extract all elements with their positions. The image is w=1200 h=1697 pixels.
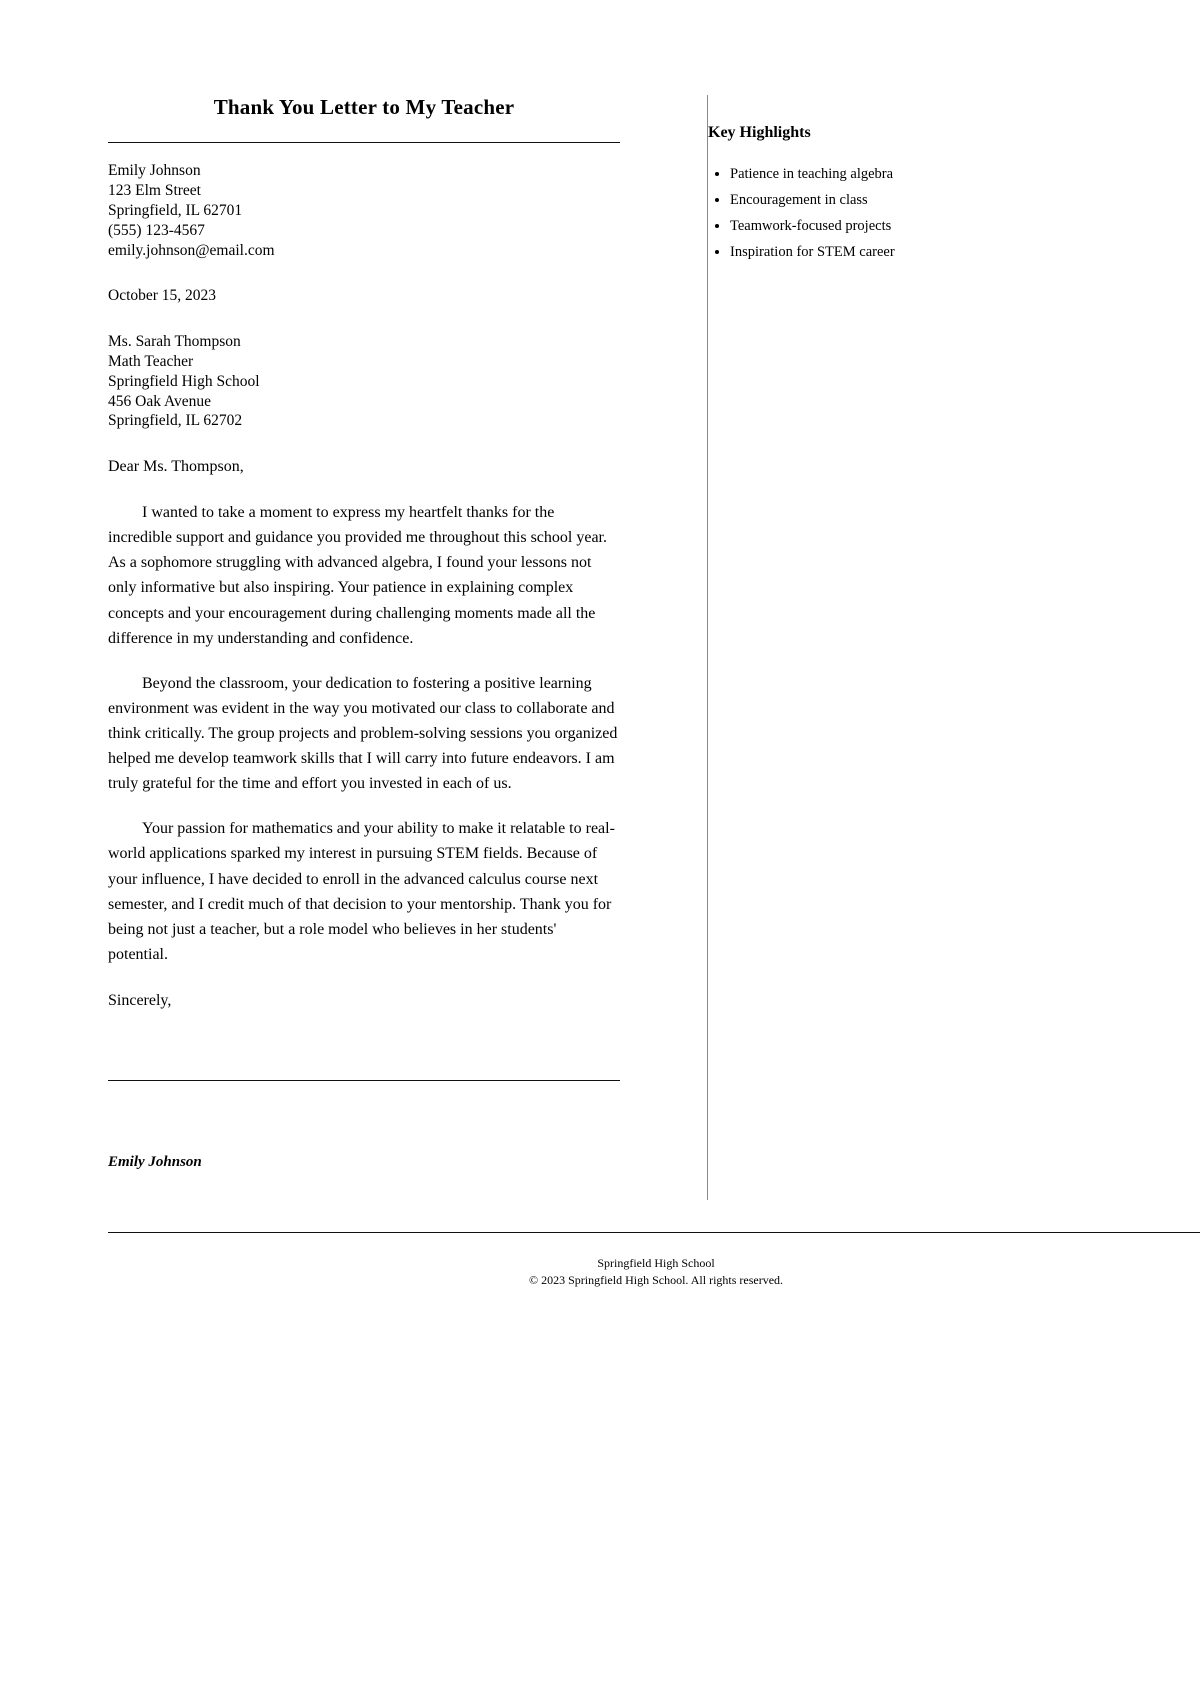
- sender-address-block: [108, 161, 620, 260]
- signature-name: Emily Johnson: [108, 1153, 202, 1170]
- key-highlights-list: [708, 164, 968, 263]
- signature-line-rule: [108, 1080, 620, 1081]
- list-item: • Encouragement in class: [730, 190, 968, 211]
- list-item: • Inspiration for STEM career: [730, 242, 968, 263]
- title-divider-rule: [108, 142, 620, 143]
- sender-name: Emily Johnson: [108, 162, 201, 180]
- footer-organization: Springfield High School: [597, 1256, 715, 1270]
- sidebar-title: Key Highlights: [708, 124, 811, 141]
- two-column-layout: [108, 95, 1008, 1200]
- sender-phone: (555) 123-4567: [108, 221, 205, 239]
- page-title: Thank You Letter to My Teacher: [213, 95, 515, 119]
- body-paragraph-2: Beyond the classroom, your dedication to fostering a positive learning environment was evident in the way you motivated our class to collaborate and think critically. The group projects and problem-solving sessions you organized helped me develop teamwork skills that I will carry into future endeavors. I am truly grateful for the time and effort you invested in each of us.: [108, 674, 618, 793]
- signature-space: [108, 1012, 620, 1080]
- letter-date: October 15, 2023: [108, 287, 217, 305]
- sidebar-column: [708, 95, 968, 268]
- footer-divider-rule: [108, 1232, 1200, 1233]
- salutation: Dear Ms. Thompson,: [108, 458, 244, 476]
- sender-street: 123 Elm Street: [108, 182, 201, 200]
- recipient-city-state-zip: Springfield, IL 62702: [108, 412, 243, 430]
- body-paragraph-3: Your passion for mathematics and your ability to make it relatable to real-world applications sparked my interest in pursuing STEM fields. Because of your influence, I have decided to enroll in the advanced calculus course next semester, and I credit much of that decision to your mentorship. Thank you for being not just a teacher, but a role model who believes in her students' potential.: [108, 820, 615, 963]
- page-footer: [108, 1232, 1200, 1290]
- recipient-name: Ms. Sarah Thompson: [108, 333, 241, 351]
- sender-city-state-zip: Springfield, IL 62701: [108, 201, 243, 219]
- list-item: • Patience in teaching algebra: [730, 164, 968, 185]
- recipient-role: Math Teacher: [108, 352, 194, 370]
- list-item: • Teamwork-focused projects: [730, 216, 968, 237]
- sender-email: emily.johnson@email.com: [108, 241, 275, 259]
- letter-column: [108, 95, 620, 1171]
- column-gap: [620, 95, 708, 1200]
- document-content: [108, 95, 1008, 1200]
- recipient-organization: Springfield High School: [108, 372, 260, 390]
- body-paragraph-1: I wanted to take a moment to express my heartfelt thanks for the incredible support and guidance you provided me throughout this school year. As a sophomore struggling with advanced algebra, I found your lessons not only informative but also inspiring. Your patience in explaining complex concepts and your encouragement during challenging moments made all the difference in my understanding and confidence.: [108, 504, 607, 647]
- footer-copyright: © 2023 Springfield High School. All rights reserved.: [528, 1273, 784, 1288]
- footer-text-block: [108, 1255, 1200, 1290]
- valediction: Sincerely,: [108, 991, 172, 1009]
- recipient-street: 456 Oak Avenue: [108, 392, 212, 410]
- recipient-address-block: [108, 332, 620, 431]
